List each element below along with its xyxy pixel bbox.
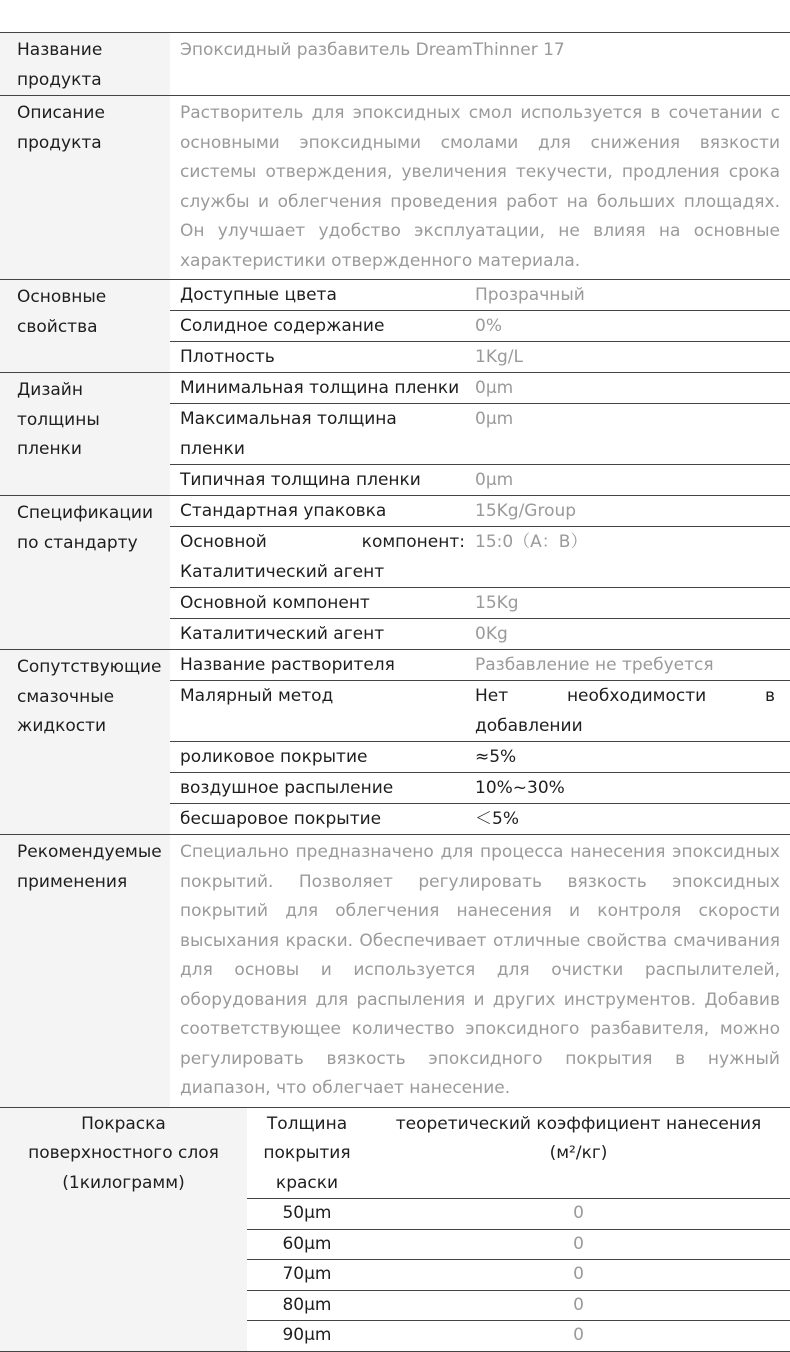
table-row <box>247 1320 790 1351</box>
property-key: Солидное содержание <box>180 316 385 336</box>
table-row <box>247 1229 790 1260</box>
table-row <box>170 403 790 464</box>
property-value: ＜5% <box>475 809 519 829</box>
value-line: добавлении <box>475 716 583 736</box>
row-product-name <box>0 32 790 95</box>
table-row <box>170 741 790 772</box>
property-value: Прозрачный <box>475 285 585 305</box>
property-key <box>170 527 475 587</box>
table-row <box>170 618 790 649</box>
property-key: Стандартная упаковка <box>180 501 387 521</box>
table-row <box>247 1198 790 1229</box>
standard-specs-table <box>170 496 790 649</box>
table-row <box>170 587 790 618</box>
property-key: Доступные цвета <box>180 285 337 305</box>
table-row <box>170 680 790 741</box>
property-value: 15:0（A：B） <box>475 532 588 552</box>
property-value: 0μm <box>475 378 514 398</box>
row-product-description <box>0 95 790 279</box>
property-key: Максимальная толщина пленки <box>180 409 397 459</box>
thickness-header: Толщина покрытия краски <box>263 1113 351 1193</box>
property-key: Малярный метод <box>180 686 334 706</box>
property-value: 15Kg <box>475 593 519 613</box>
row-film-thickness <box>0 372 790 495</box>
table-row <box>170 650 790 680</box>
coating-label <box>0 1108 247 1351</box>
basic-properties-table <box>170 280 790 372</box>
coefficient-value: 0 <box>573 1203 584 1223</box>
property-key: Минимальная толщина пленки <box>180 378 460 398</box>
coating-body <box>247 1108 790 1351</box>
thickness-value: 70μm <box>282 1264 332 1284</box>
table-row <box>170 496 790 526</box>
spec-sheet <box>0 32 790 1352</box>
property-value: ≈5% <box>475 747 517 767</box>
table-row <box>170 526 790 587</box>
thickness-value: 90μm <box>282 1325 332 1345</box>
property-value: 15Kg/Group <box>475 501 577 521</box>
property-value: Разбавление не требуется <box>475 655 714 675</box>
row-standard-specs <box>0 495 790 649</box>
property-value <box>475 681 790 741</box>
coefficient-header: теоретический коэффициент нанесения (м²/кг) <box>395 1113 762 1163</box>
table-row <box>170 341 790 372</box>
coating-label-text: Покраска поверхностного слоя (1килограмм) <box>28 1113 219 1193</box>
table-row <box>170 772 790 803</box>
coating-table <box>0 1107 790 1352</box>
property-value: 0μm <box>475 470 514 490</box>
coefficient-value: 0 <box>573 1264 584 1284</box>
coefficient-value: 0 <box>573 1325 584 1345</box>
coefficient-value: 0 <box>573 1233 584 1254</box>
product-description-label: Описание продукта <box>0 96 170 279</box>
property-key: бесшаровое покрытие <box>180 809 382 829</box>
thickness-value: 60μm <box>282 1233 332 1254</box>
property-value: 1Kg/L <box>475 347 523 367</box>
row-applications <box>0 834 790 1107</box>
property-key: Основной компонент <box>180 593 370 613</box>
film-thickness-label: Дизайн толщины пленки <box>0 373 170 495</box>
key-word: Основной <box>180 532 267 552</box>
coating-header <box>247 1108 790 1199</box>
property-value: 0% <box>475 316 502 336</box>
value-word: необходимости <box>566 686 707 706</box>
property-key: Типичная толщина пленки <box>180 470 421 490</box>
row-basic-properties <box>0 279 790 372</box>
value-word: Нет <box>475 686 509 706</box>
property-value: 0Kg <box>475 624 508 644</box>
coefficient-value: 0 <box>573 1294 584 1315</box>
standard-specs-label: Спецификации по стандарту <box>0 496 170 649</box>
product-description-value: Растворитель для эпоксидных смол используется в сочетании с основными эпоксидными смолами для снижения вязкости системы отверждения, увеличения текучести, продления срока службы и облегчения проведения работ на больших площадях. Он улучшает удобство эксплуатации, не влияя на основные характеристики отвержденного материала. <box>180 103 780 271</box>
table-row <box>170 464 790 495</box>
thinners-table <box>170 650 790 834</box>
property-key: Плотность <box>180 347 275 367</box>
thickness-value: 50μm <box>282 1203 332 1223</box>
film-thickness-table <box>170 373 790 495</box>
property-key: роликовое покрытие <box>180 747 368 767</box>
key-line: Каталитический агент <box>180 562 385 582</box>
table-row <box>247 1259 790 1290</box>
table-row <box>247 1290 790 1321</box>
thinners-label: Сопутствующие смазочные жидкости <box>0 650 170 834</box>
product-name-value: Эпоксидный разбавитель DreamThinner 17 <box>180 40 565 60</box>
table-row <box>170 310 790 341</box>
table-row <box>170 280 790 310</box>
applications-value: Специально предназначено для процесса нанесения эпоксидных покрытий. Позволяет регулировать вязкость эпоксидных покрытий для облегчения нанесения и контроля скорости высыхания краски. Обеспечивает отличные свойства смачивания для основы и используется для очистки распылителей, оборудования для распыления и других инструментов. Добавив соответствующее количество эпоксидного разбавителя, можно регулировать вязкость эпоксидного покрытия в нужный диапазон, что облегчает нанесение. <box>180 842 780 1098</box>
property-key: воздушное распыление <box>180 778 394 798</box>
product-name-label: Название продукта <box>0 33 170 95</box>
key-word: компонент: <box>361 532 465 552</box>
table-row <box>170 373 790 403</box>
value-word: в <box>764 686 775 706</box>
basic-properties-label: Основные свойства <box>0 280 170 372</box>
applications-label: Рекомендуемые применения <box>0 835 170 1107</box>
property-key: Название растворителя <box>180 655 395 675</box>
table-row <box>170 803 790 834</box>
thickness-value: 80μm <box>282 1294 332 1315</box>
row-thinners <box>0 649 790 834</box>
property-key: Каталитический агент <box>180 624 385 644</box>
property-value: 10%~30% <box>475 778 565 798</box>
property-value: 0μm <box>475 409 514 429</box>
